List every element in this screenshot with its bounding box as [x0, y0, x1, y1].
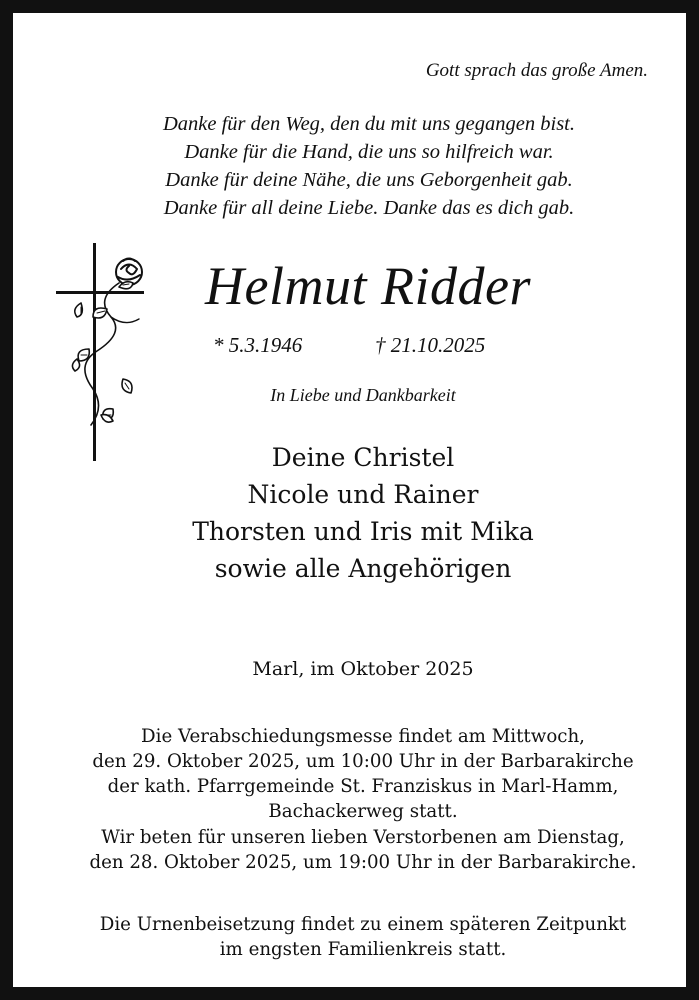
poem-line-3: Danke für deine Nähe, die uns Geborgenheit gab. [165, 169, 573, 191]
notice-line: der kath. Pfarrgemeinde St. Franziskus in Marl-Hamm, [107, 776, 619, 797]
birth-date: * 5.3.1946 [213, 333, 303, 357]
notice-line: Die Verabschiedungsmesse findet am Mittwoch, [141, 726, 585, 747]
poem-line-1: Danke für den Weg, den du mit uns gegangen bist. [162, 113, 576, 135]
mourners-list [103, 439, 623, 587]
burial-notice [49, 912, 677, 962]
notice-line: im engsten Familienkreis statt. [219, 939, 507, 960]
cross-with-rose-icon [51, 239, 151, 467]
thank-you-poem [73, 110, 665, 222]
mourner-line: Nicole und Rainer [247, 480, 479, 509]
death-date: † 21.10.2025 [375, 333, 486, 357]
place-and-date: Marl, im Oktober 2025 [252, 658, 474, 680]
notice-line: Wir beten für unseren lieben Verstorbenen am Dienstag, [101, 827, 625, 848]
notice-line: Bachackerweg statt. [268, 801, 458, 822]
dedication-line: In Liebe und Dankbarkeit [270, 385, 456, 405]
notice-line: Die Urnenbeisetzung findet zu einem späteren Zeitpunkt [99, 914, 627, 935]
prayer-notice [49, 825, 677, 875]
mourner-line: Thorsten und Iris mit Mika [192, 517, 534, 546]
mourner-line: Deine Christel [271, 443, 455, 472]
poem-line-4: Danke für all deine Liebe. Danke das es dich gab. [163, 197, 575, 219]
mourner-line: sowie alle Angehörigen [214, 554, 512, 583]
poem-line-2: Danke für die Hand, die uns so hilfreich war. [184, 141, 554, 163]
notice-line: den 29. Oktober 2025, um 10:00 Uhr in der Barbarakirche [92, 751, 634, 772]
motto-line: Gott sprach das große Amen. [425, 60, 648, 81]
funeral-mass-notice [49, 724, 677, 824]
notice-line: den 28. Oktober 2025, um 19:00 Uhr in der Barbarakirche. [89, 852, 637, 873]
deceased-name: Helmut Ridder [205, 256, 531, 316]
